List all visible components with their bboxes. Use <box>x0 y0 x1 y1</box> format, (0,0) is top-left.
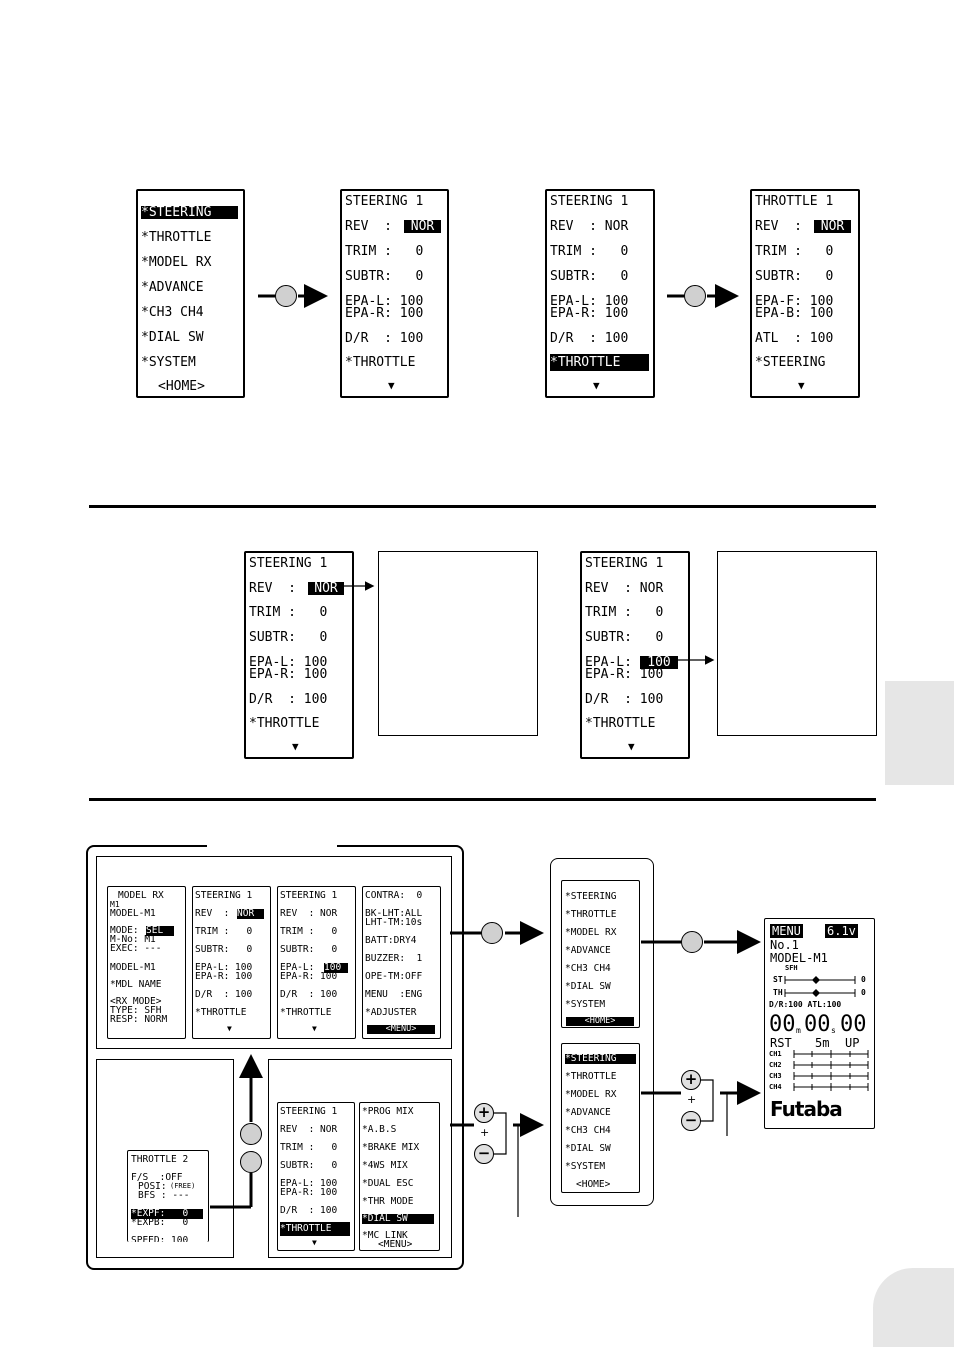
menu-item-throttle[interactable]: *THROTTLE <box>141 230 212 245</box>
menu-item-steering[interactable]: *STEERING <box>565 1054 636 1064</box>
subtr-row: SUBTR: 0 <box>585 630 664 645</box>
scroll-down-icon: ▼ <box>227 1024 232 1033</box>
subtr-row: SUBTR: 0 <box>195 944 253 955</box>
menu-item-dial-sw[interactable]: *DIAL SW <box>565 981 611 992</box>
trim-row: TRIM : 0 <box>345 244 424 259</box>
plus-button-icon: + <box>681 1070 701 1090</box>
throttle-link[interactable]: *THROTTLE <box>249 716 320 731</box>
steering-link[interactable]: *STEERING <box>755 355 826 370</box>
dr-row: D/R : 100 <box>249 692 328 707</box>
trim-row: TRIM : 0 <box>585 605 664 620</box>
dr-row: D/R : 100 <box>280 989 338 1000</box>
timer-minutes: 00 <box>769 1012 796 1037</box>
timer-seconds: 00 <box>804 1012 831 1037</box>
timer-m-unit: m <box>796 1026 801 1035</box>
rx-type: SFH <box>785 964 798 972</box>
ch4-label: CH4 <box>769 1083 782 1091</box>
menu-item-ch3-ch4[interactable]: *CH3 CH4 <box>565 963 611 974</box>
dr-row: D/R : 100 <box>195 989 253 1000</box>
menu-item-dial-sw[interactable]: *DIAL SW <box>141 330 204 345</box>
atl-row: ATL : 100 <box>755 331 834 346</box>
screen-title: STEERING 1 <box>550 194 629 209</box>
minus-button-icon: − <box>474 1144 494 1164</box>
th-label: TH <box>773 988 783 997</box>
menu-item-system[interactable]: *SYSTEM <box>565 1161 606 1172</box>
mdl-name-link[interactable]: *MDL NAME <box>110 979 162 990</box>
epa-r-row: EPA-R: 100 <box>585 667 664 682</box>
epa-l-label: EPA-L: <box>280 962 315 973</box>
rev-label: REV : <box>195 908 230 919</box>
dr-atl-row: D/R:100 ATL:100 <box>769 1000 842 1009</box>
trim-row: TRIM : 0 <box>249 605 328 620</box>
battery-voltage: 6.1v <box>827 924 856 938</box>
brake-mix-link[interactable]: *BRAKE MIX <box>362 1142 420 1153</box>
timer-reset[interactable]: RST <box>770 1036 792 1050</box>
position-label: POSI: <box>138 1181 167 1192</box>
subtr-row: SUBTR: 0 <box>280 944 338 955</box>
menu-return[interactable]: <MENU> <box>367 1025 435 1034</box>
plus-label: + <box>687 1093 697 1106</box>
adjuster-link[interactable]: *ADJUSTER <box>365 1007 417 1018</box>
model-name: MODEL-M1 <box>770 951 828 965</box>
screen-title: THROTTLE 1 <box>755 194 834 209</box>
trim-row: TRIM : 0 <box>280 1142 338 1153</box>
scroll-down-icon: ▼ <box>593 379 600 392</box>
backlight-row: BK-LHT:ALL <box>365 908 423 919</box>
subtr-row: SUBTR: 0 <box>755 269 834 284</box>
epa-l-value[interactable]: 100 <box>324 963 348 973</box>
menu-item-advance[interactable]: *ADVANCE <box>565 945 611 956</box>
type-row: TYPE: SFH <box>110 1005 162 1016</box>
timer-length: 5m <box>815 1036 830 1050</box>
trim-row: TRIM : 0 <box>550 244 629 259</box>
4ws-mix-link[interactable]: *4WS MIX <box>362 1160 408 1171</box>
epa-l-row: EPA-L: 100 <box>280 1178 338 1189</box>
th-trim-value: 0 <box>861 988 866 997</box>
epa-r-row: EPA-R: 100 <box>280 971 338 982</box>
screen-title: STEERING 1 <box>280 1106 338 1117</box>
ch1-label: CH1 <box>769 1050 782 1058</box>
menu-item-throttle[interactable]: *THROTTLE <box>565 909 617 920</box>
screen-title: STEERING 1 <box>345 194 424 209</box>
scroll-down-icon: ▼ <box>388 379 395 392</box>
model-number: No.1 <box>770 938 799 952</box>
mode-label: MODE: <box>110 925 139 936</box>
rev-row: REV : NOR <box>280 1124 338 1135</box>
menu-item-steering[interactable]: *STEERING <box>565 891 617 902</box>
throttle-link[interactable]: *THROTTLE <box>345 355 416 370</box>
rev-value[interactable]: NOR <box>404 220 441 233</box>
throttle-link[interactable]: *THROTTLE <box>195 1007 247 1018</box>
model-name-2: MODEL-M1 <box>110 962 156 973</box>
trim-row: TRIM : 0 <box>280 926 338 937</box>
scroll-down-icon: ▼ <box>798 379 805 392</box>
menu-lang-row: MENU :ENG <box>365 989 423 1000</box>
position-value: (FREE) <box>170 1182 196 1190</box>
screen-title: STEERING 1 <box>195 890 253 901</box>
menu-item-model-rx[interactable]: *MODEL RX <box>141 255 212 270</box>
model-number: M1 <box>110 900 120 909</box>
rx-mode-header: <RX MODE> <box>110 996 162 1007</box>
rev-row: REV : NOR <box>585 581 664 596</box>
throttle-link[interactable]: *THROTTLE <box>550 354 649 371</box>
menu-item-system[interactable]: *SYSTEM <box>565 999 606 1010</box>
resp-row: RESP: NORM <box>110 1014 168 1025</box>
subtr-row: SUBTR: 0 <box>249 630 328 645</box>
dr-row: D/R : 100 <box>345 331 424 346</box>
epa-r-row: EPA-R: 100 <box>280 1187 338 1198</box>
screen-title: THROTTLE 2 <box>131 1154 189 1165</box>
contrast-row: CONTRA: 0 <box>365 890 423 901</box>
subtr-row: SUBTR: 0 <box>345 269 424 284</box>
mode-value[interactable]: SEL <box>146 926 174 936</box>
rev-label: REV : <box>755 219 802 234</box>
timer-centis: 00 <box>840 1012 867 1037</box>
rev-label: REV : <box>345 219 392 234</box>
fail-safe-row: F/S :OFF <box>131 1172 183 1183</box>
screen-title: STEERING 1 <box>585 556 664 571</box>
expf-row[interactable]: *EXPF: 0 <box>131 1209 203 1219</box>
dr-row: D/R : 100 <box>585 692 664 707</box>
scroll-down-icon: ▼ <box>312 1238 317 1247</box>
epa-l-row: EPA-L: 100 <box>550 294 629 309</box>
screen-title: MODEL RX <box>118 890 164 901</box>
buzzer-row: BUZZER: 1 <box>365 953 423 964</box>
menu-item-model-rx[interactable]: *MODEL RX <box>565 1089 617 1100</box>
rev-row: REV : NOR <box>280 908 338 919</box>
epa-r-row: EPA-R: 100 <box>550 306 629 321</box>
menu-item-ch3-ch4[interactable]: *CH3 CH4 <box>565 1125 611 1136</box>
menu-item-system[interactable]: *SYSTEM <box>141 355 196 370</box>
ch3-label: CH3 <box>769 1072 782 1080</box>
rev-value[interactable]: NOR <box>308 582 344 595</box>
menu-item-advance[interactable]: *ADVANCE <box>141 280 204 295</box>
speed-row: SPEED: 100 <box>131 1235 189 1242</box>
menu-item-home[interactable]: <HOME> <box>566 1017 634 1026</box>
rev-label: REV : <box>249 581 296 596</box>
menu-item-ch3-ch4[interactable]: *CH3 CH4 <box>141 305 204 320</box>
thr-mode-link[interactable]: *THR MODE <box>362 1196 414 1207</box>
epa-f-row: EPA-F: 100 <box>755 294 834 309</box>
screen-title: STEERING 1 <box>249 556 328 571</box>
rev-row: REV : NOR <box>550 219 629 234</box>
epa-l-row: EPA-L: 100 <box>195 962 253 973</box>
st-trim-value: 0 <box>861 975 866 984</box>
throttle-link[interactable]: *THROTTLE <box>585 716 656 731</box>
ch2-label: CH2 <box>769 1061 782 1069</box>
trim-row: TRIM : 0 <box>755 244 834 259</box>
throttle-link[interactable]: *THROTTLE <box>280 1007 332 1018</box>
plus-button-icon: + <box>474 1103 494 1123</box>
menu-indicator[interactable]: MENU <box>772 924 801 938</box>
dial-sw-link[interactable]: *DIAL SW <box>362 1214 434 1224</box>
model-name: MODEL-M1 <box>110 908 156 919</box>
subtr-row: SUBTR: 0 <box>280 1160 338 1171</box>
epa-r-row: EPA-R: 100 <box>249 667 328 682</box>
scroll-down-icon: ▼ <box>628 740 635 753</box>
dr-row: D/R : 100 <box>280 1205 338 1216</box>
menu-item-home[interactable]: <HOME> <box>158 379 205 394</box>
scroll-down-icon: ▼ <box>292 740 299 753</box>
menu-item-advance[interactable]: *ADVANCE <box>565 1107 611 1118</box>
menu-item-model-rx[interactable]: *MODEL RX <box>565 927 617 938</box>
rev-value[interactable]: NOR <box>814 220 851 233</box>
dual-esc-link[interactable]: *DUAL ESC <box>362 1178 414 1189</box>
model-no-row: M-No: M1 <box>110 934 156 945</box>
dr-row: D/R : 100 <box>550 331 629 346</box>
epa-l-label: EPA-L: <box>585 655 632 670</box>
rev-value[interactable]: NOR <box>237 909 264 919</box>
epa-r-row: EPA-R: 100 <box>345 306 424 321</box>
bfs-row: BFS : --- <box>138 1190 190 1201</box>
timer-mode: UP <box>845 1036 860 1050</box>
menu-item-steering[interactable]: *STEERING <box>141 206 238 219</box>
plus-label: + <box>480 1126 490 1139</box>
menu-item-home[interactable]: <HOME> <box>576 1179 611 1190</box>
epa-b-row: EPA-B: 100 <box>755 306 834 321</box>
light-timer-row: LHT-TM:10s <box>365 917 423 928</box>
timer-s-unit: s <box>831 1026 836 1035</box>
epa-r-row: EPA-R: 100 <box>195 971 253 982</box>
ope-timer-row: OPE-TM:OFF <box>365 971 423 982</box>
minus-button-icon: − <box>681 1111 701 1131</box>
exec-row: EXEC: --- <box>110 943 162 954</box>
menu-return[interactable]: <MENU> <box>378 1239 413 1250</box>
abs-link[interactable]: *A.B.S <box>362 1124 397 1135</box>
st-label: ST <box>773 975 783 984</box>
menu-item-throttle[interactable]: *THROTTLE <box>565 1071 617 1082</box>
epa-l-value[interactable]: 100 <box>640 656 678 669</box>
epa-l-row: EPA-L: 100 <box>249 655 328 670</box>
prog-mix-link[interactable]: *PROG MIX <box>362 1106 414 1117</box>
battery-row: BATT:DRY4 <box>365 935 417 946</box>
subtr-row: SUBTR: 0 <box>550 269 629 284</box>
expb-row: *EXPB: 0 <box>131 1217 189 1228</box>
mc-link[interactable]: *MC LINK <box>362 1230 408 1241</box>
epa-l-row: EPA-L: 100 <box>345 294 424 309</box>
menu-item-dial-sw[interactable]: *DIAL SW <box>565 1143 611 1154</box>
futaba-logo: Futaba <box>770 1097 842 1121</box>
scroll-down-icon: ▼ <box>312 1024 317 1033</box>
screen-title: STEERING 1 <box>280 890 338 901</box>
trim-row: TRIM : 0 <box>195 926 253 937</box>
throttle-link[interactable]: *THROTTLE <box>280 1222 350 1236</box>
